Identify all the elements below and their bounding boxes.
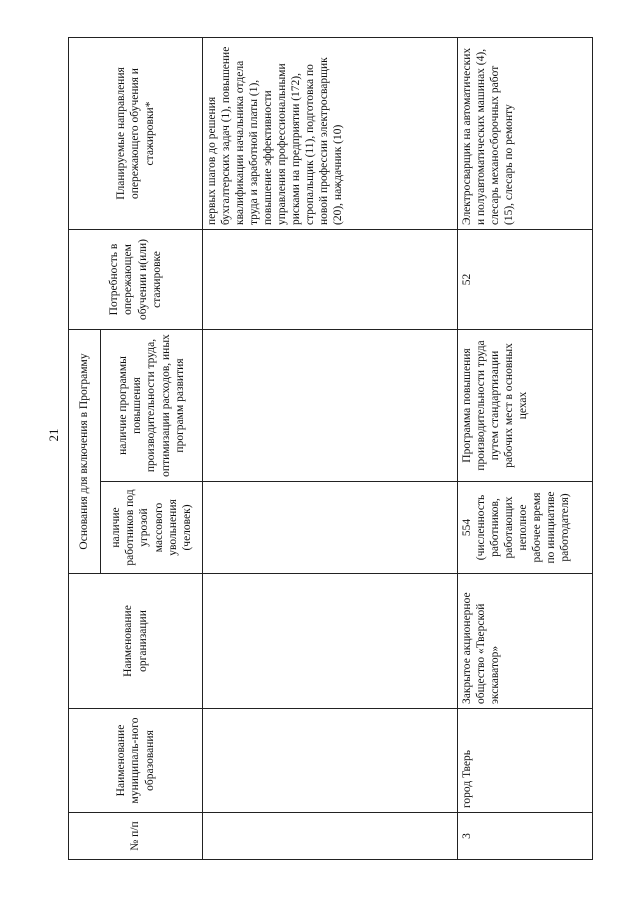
- header-planned: Планируемые направления опережающего обучения и стажировки*: [69, 38, 203, 230]
- table-row: [203, 38, 458, 860]
- cell-need: [203, 230, 458, 330]
- cell-program: [203, 330, 458, 482]
- rotated-table-container: [68, 38, 593, 860]
- header-basis-group: Основания для включения в Программу: [69, 330, 101, 574]
- cell-program: Программа повышения производительности труда путем стандартизации рабочих мест в основных цехах: [458, 330, 593, 482]
- cell-need: 52: [458, 230, 593, 330]
- header-num: № п/п: [69, 813, 203, 860]
- cell-num: 3: [458, 813, 593, 860]
- cell-organization: [203, 574, 458, 709]
- cell-num: [203, 813, 458, 860]
- header-basis-program: наличие программы повышения производительности труда, оптимизации расходов, иных программ развития: [101, 330, 203, 482]
- header-need: Потребность в опережающем обучении и(или) стажировке: [69, 230, 203, 330]
- program-table: [68, 37, 593, 860]
- cell-threat: [203, 482, 458, 574]
- cell-municipality: [203, 709, 458, 813]
- cell-threat: 554 (численность работников, работающих неполное рабочее время по инициативе работодателя): [458, 482, 593, 574]
- cell-municipality: город Тверь: [458, 709, 593, 813]
- cell-organization: Закрытое акционерное общество «Тверской экскаватор»: [458, 574, 593, 709]
- page-number: 21: [46, 428, 61, 442]
- header-municipality: Наименование муниципаль-ного образования: [69, 709, 203, 813]
- cell-planned: первых шагов до решения бухгалтерских задач (1), повышение квалификации начальника отдела труда и заработной платы (1), повышение эффективности управления профессиональными рисками на предприятии (172), стропальщик (11), подготовка по новой профессии электросварщик (20), наждачник (10): [203, 38, 458, 230]
- header-basis-threat: наличие работников под угрозой массового увольнения (человек): [101, 482, 203, 574]
- table-row: [458, 38, 593, 860]
- cell-planned: Электросварщик на автоматических и полуавтоматических машинах (4), слесарь механосборочных работ (15), слесарь по ремонту: [458, 38, 593, 230]
- header-organization: Наименование организации: [69, 574, 203, 709]
